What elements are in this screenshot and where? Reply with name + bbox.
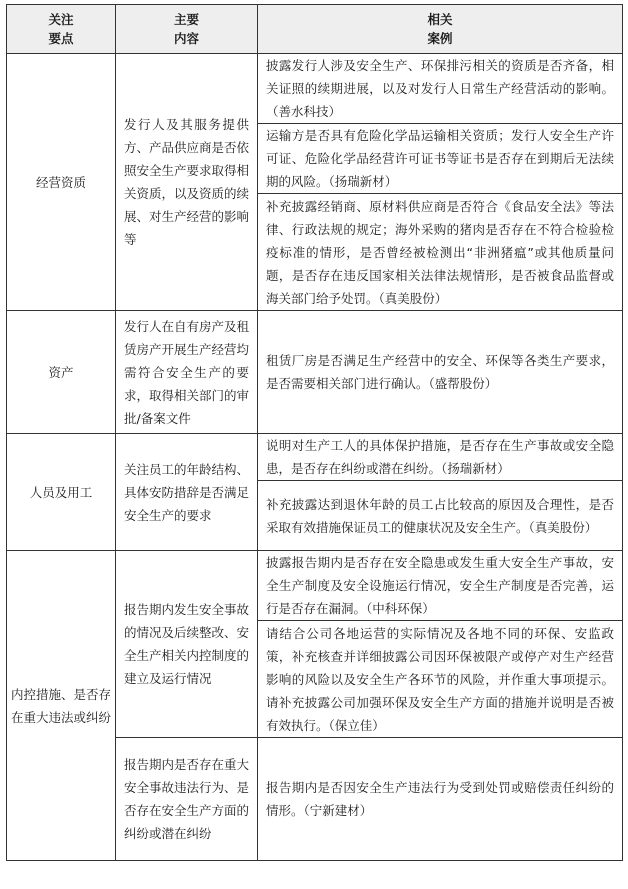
case-cell: 补充披露经销商、原材料供应商是否符合《食品安全法》等法律、行政法规的规定；海外采购的猪肉是否存在不符合检验检疫标准的情形，是否曾经被检测出“非洲猪瘟”或其他质量问题，是否存在违反国家相关法律法规情形，是否被食品监督或海关部门给予处罚。（真美股份） (258, 194, 623, 311)
main-content-cell: 关注员工的年龄结构、具体安防措辞是否满足安全生产的要求 (116, 434, 258, 551)
table-row (7, 551, 623, 621)
header-main-content-line1: 主要 (173, 12, 199, 27)
safety-production-table (6, 4, 623, 861)
main-content-cell: 报告期内是否存在重大安全事故违法行为、是否存在安全生产方面的纠纷或潜在纠纷 (116, 738, 258, 861)
table-row (7, 311, 623, 434)
table-row (7, 54, 623, 124)
key-point-cell: 人员及用工 (7, 434, 116, 551)
key-point-cell: 经营资质 (7, 54, 116, 311)
header-key-points-line2: 要点 (48, 31, 74, 46)
case-cell: 说明对生产工人的具体保护措施，是否存在生产事故或安全隐患，是否存在纠纷或潜在纠纷。（扬瑞新材） (258, 434, 623, 481)
main-content-cell: 发行人及其服务提供方、产品供应商是否依照安全生产要求取得相关资质，以及资质的续展、对生产经营的影响等 (116, 54, 258, 311)
header-related-cases (258, 5, 623, 54)
table-header-row (7, 5, 623, 54)
case-cell: 运输方是否具有危险化学品运输相关资质；发行人安全生产许可证、危险化学品经营许可证书等证书是否存在到期后无法续期的风险。（扬瑞新材） (258, 124, 623, 194)
case-cell: 补充披露达到退休年龄的员工占比较高的原因及合理性，是否采取有效措施保证员工的健康状况及安全生产。（真美股份） (258, 481, 623, 551)
header-key-points-line1: 关注 (48, 12, 74, 27)
header-key-points (7, 5, 116, 54)
header-related-cases-line1: 相关 (427, 12, 453, 27)
header-related-cases-line2: 案例 (427, 31, 453, 46)
case-cell: 请结合公司各地运营的实际情况及各地不同的环保、安监政策，补充核查并详细披露公司因环保被限产或停产对生产经营影响的风险以及安全生产各环节的风险，并作重大事项提示。请补充披露公司加强环保及安全生产方面的措施并说明是否被有效执行。（保立佳） (258, 621, 623, 738)
key-point-cell: 资产 (7, 311, 116, 434)
header-main-content-line2: 内容 (173, 31, 199, 46)
case-cell: 披露报告期内是否存在安全隐患或发生重大安全生产事故，安全生产制度及安全设施运行情况，安全生产制度是否完善，运行是否存在漏洞。（中科环保） (258, 551, 623, 621)
case-cell: 披露发行人涉及安全生产、环保排污相关的资质是否齐备，相关证照的续期进展，以及对发行人日常生产经营活动的影响。（善水科技） (258, 54, 623, 124)
table-row (7, 434, 623, 481)
case-cell: 报告期内是否因安全生产违法行为受到处罚或赔偿责任纠纷的情形。（宁新建材） (258, 738, 623, 861)
case-cell: 租赁厂房是否满足生产经营中的安全、环保等各类生产要求，是否需要相关部门进行确认。（盛帮股份） (258, 311, 623, 434)
header-main-content (116, 5, 258, 54)
main-content-cell: 报告期内发生安全事故的情况及后续整改、安全生产相关内控制度的建立及运行情况 (116, 551, 258, 738)
key-point-cell: 内控措施、是否存在重大违法或纠纷 (7, 551, 116, 861)
main-content-cell: 发行人在自有房产及租赁房产开展生产经营均需符合安全生产的要求，取得相关部门的审批/备案文件 (116, 311, 258, 434)
